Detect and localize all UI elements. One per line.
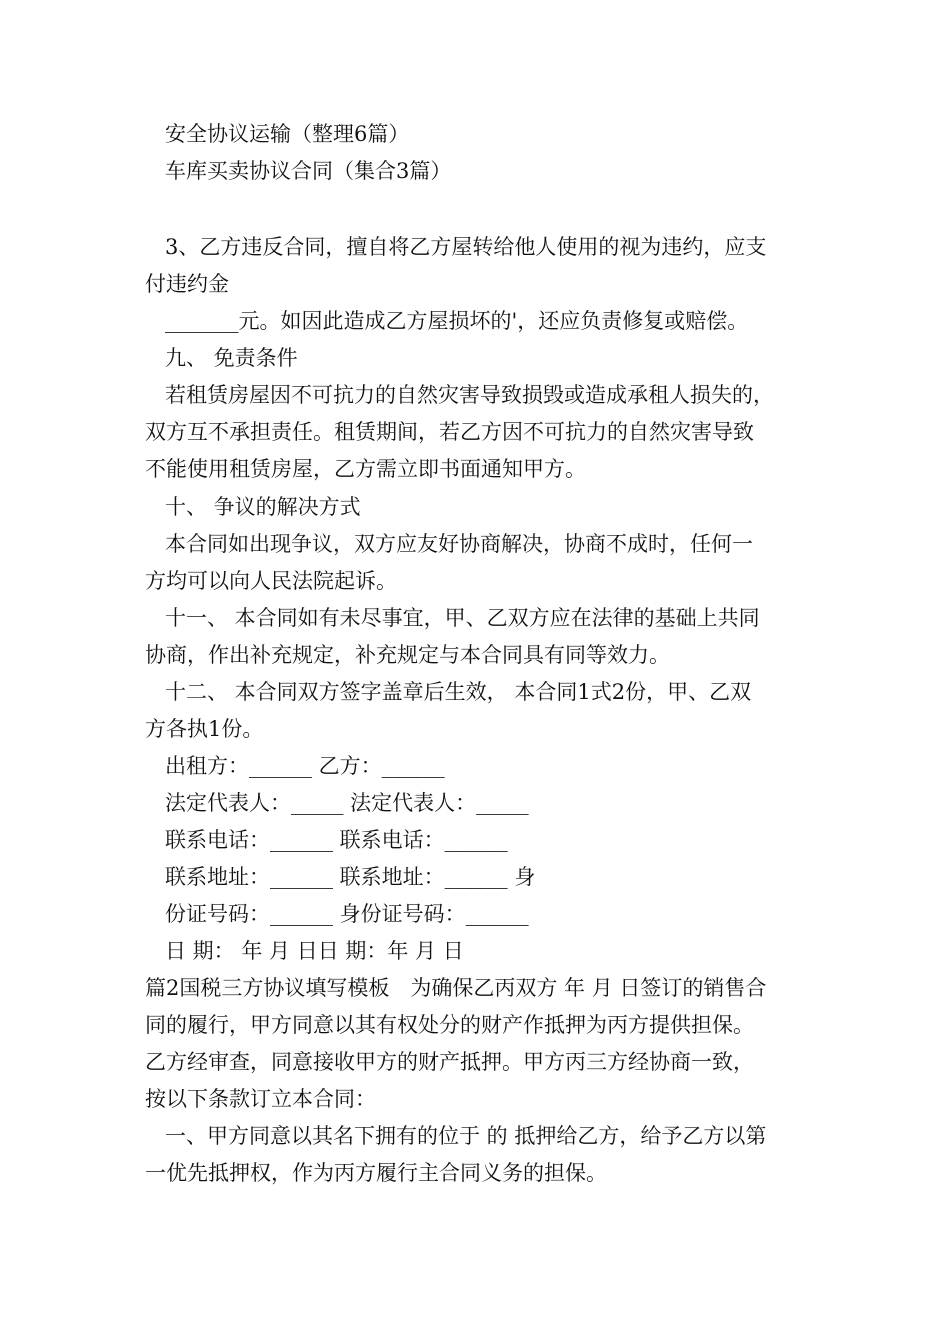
related-article-link-2[interactable]: 车库买卖协议合同（集合3篇）	[165, 159, 452, 183]
paragraph-line: 十一、 本合同如有未尽事宜，甲、乙双方应在法律的基础上共同	[165, 606, 760, 630]
date-line: 日 期： 年 月 日日 期：年 月 日	[165, 939, 464, 963]
paragraph-line: 同的履行，甲方同意以其有权处分的财产作抵押为丙方提供担保。	[145, 1013, 754, 1037]
signature-field-line: 法定代表人：_____ 法定代表人：_____	[165, 791, 529, 815]
section-heading: 九、 免责条件	[165, 346, 298, 370]
signature-field-line: 联系电话：______ 联系电话：______	[165, 828, 508, 852]
paragraph-line: 付违约金	[145, 272, 229, 296]
paragraph-line: 一、甲方同意以其名下拥有的位于 的 抵押给乙方，给予乙方以第	[165, 1124, 767, 1148]
paragraph-line: 3、乙方违反合同，擅自将乙方屋转给他人使用的视为违约，应支	[165, 235, 767, 259]
signature-field-line: 联系地址：______ 联系地址：______ 身	[165, 865, 536, 889]
paragraph-line: 十二、 本合同双方签字盖章后生效， 本合同1式2份，甲、乙双	[165, 680, 752, 704]
signature-field-line: 份证号码：______ 身份证号码：______	[165, 902, 529, 926]
signature-field-line: 出租方：______ 乙方：______	[165, 754, 445, 778]
paragraph-line: 一优先抵押权，作为丙方履行主合同义务的担保。	[145, 1161, 607, 1185]
paragraph-line: 本合同如出现争议，双方应友好协商解决，协商不成时，任何一	[165, 532, 753, 556]
paragraph-line: 乙方经审查，同意接收甲方的财产抵押。甲方丙三方经协商一致，	[145, 1050, 754, 1074]
paragraph-line: 篇2国税三方协议填写模板 为确保乙丙双方 年 月 日签订的销售合	[145, 976, 767, 1000]
paragraph-line: _______元。如因此造成乙方屋损坏的'，还应负责修复或赔偿。	[165, 309, 749, 333]
related-article-link-1[interactable]: 安全协议运输（整理6篇）	[165, 122, 410, 146]
paragraph-line: 若租赁房屋因不可抗力的自然灾害导致损毁或造成承租人损失的，	[165, 383, 774, 407]
paragraph-line: 协商，作出补充规定，补充规定与本合同具有同等效力。	[145, 643, 670, 667]
paragraph-line: 不能使用租赁房屋，乙方需立即书面通知甲方。	[145, 457, 586, 481]
paragraph-line: 方均可以向人民法院起诉。	[145, 569, 397, 593]
section-heading: 十、 争议的解决方式	[165, 495, 361, 519]
paragraph-line: 双方互不承担责任。租赁期间，若乙方因不可抗力的自然灾害导致	[145, 420, 754, 444]
paragraph-line: 方各执1份。	[145, 717, 264, 741]
paragraph-line: 按以下条款订立本合同：	[145, 1087, 376, 1111]
